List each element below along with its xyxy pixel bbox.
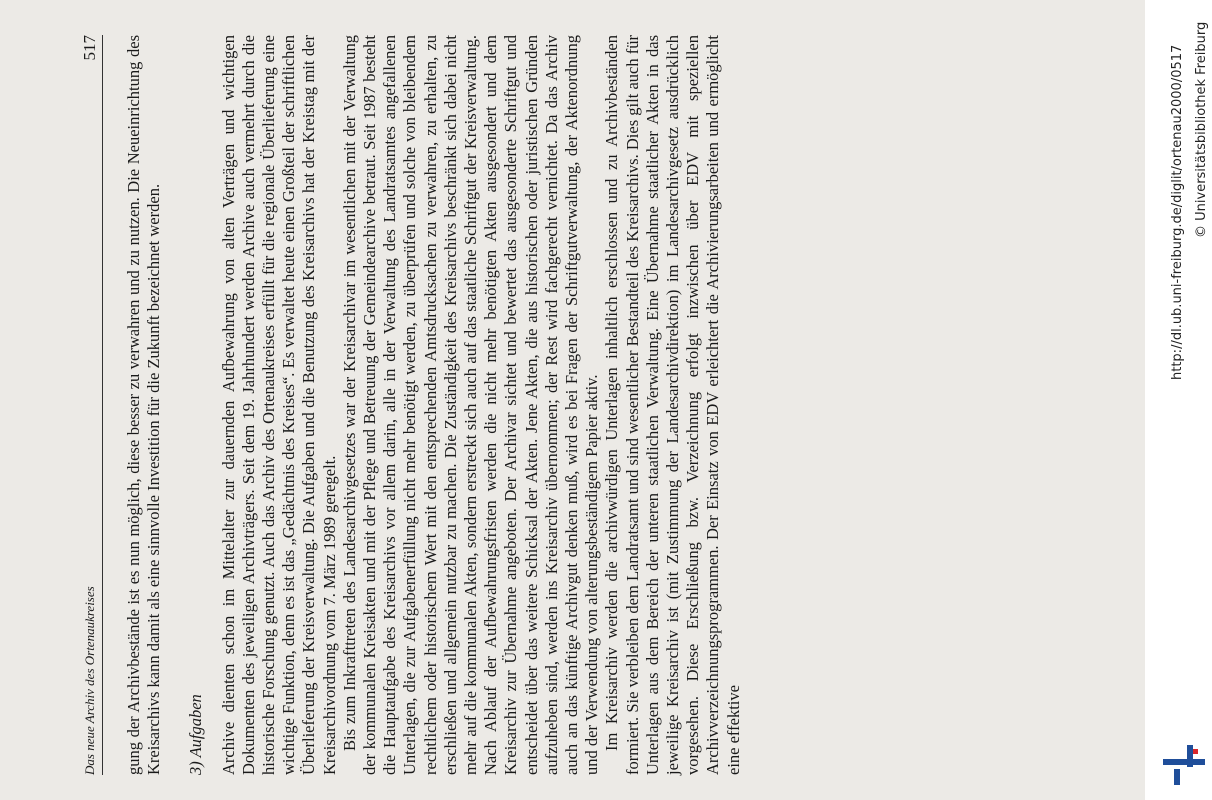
paragraph-continuation: gung der Archivbestände ist es nun möglich, diese besser zu verwahren und zu nutzen. Die Neueinrichtung des Kreisarchivs kann damit als eine sinnvolle Investition für die Zukunft bezeichnet werden.	[124, 35, 164, 775]
source-url[interactable]: http://dl.ub.uni-freiburg.de/diglit/ortenau2000/0517	[1170, 44, 1185, 380]
body-text	[124, 35, 744, 775]
running-head-title: Das neue Archiv des Ortenaukreises	[82, 586, 97, 775]
section-heading: 3) Aufgaben	[186, 694, 206, 775]
page-content	[80, 35, 1080, 775]
library-logo-icon	[1163, 745, 1205, 785]
running-head	[80, 35, 103, 775]
paragraph: Archive dienten schon im Mittelalter zur dauernden Aufbewahrung von alten Verträgen und wichtigen Dokumenten des jeweiligen Archivträgers. Seit dem 19. Jahrhundert werden Archive auch vermehrt durch die historische Forschung genutzt. Auch das Archiv des Ortenaukreises erfüllt für die regionale Überlieferung eine wichtige Funktion, denn es ist das „Gedächtnis des Kreises“. Es verwaltet heute einen Großteil der schriftlichen Überlieferung der Kreisverwaltung. Die Aufgaben und die Benutzung des Kreisarchivs hat der Kreistag mit der Kreisarchivordnung vom 7. März 1989 geregelt.	[218, 35, 339, 775]
paragraph: Im Kreisarchiv werden die archivwürdigen Unterlagen inhaltlich erschlossen und zu Archivbeständen formiert. Sie verbleiben dem Landratsamt und sind wesentlicher Bestandteil des Kreisarchivs. Dies gilt auch für Unterlagen aus dem Bereich der unteren staatlichen Verwaltung. Eine Übernahme staatlicher Akten in das jeweilige Kreisarchiv ist (mit Zustimmung der Landesarchivdirektion) im Landesarchivgesetz ausdrücklich vorgesehen. Diese Erschließung bzw. Verzeichnung erfolgt inzwischen über EDV mit speziellen Archivverzeichnungsprogrammen. Der Einsatz von EDV erleichtert die Archivierungsarbeiten und ermöglicht eine effektive	[602, 35, 743, 775]
page-number: 517	[80, 35, 99, 61]
paragraph: Bis zum Inkrafttreten des Landesarchivgesetzes war der Kreisarchivar im wesentlichen mit der Verwaltung der kommunalen Kreisakten und mit der Pflege und Betreuung der Gemeindearchive betraut. Seit 1987 besteht die Hauptaufgabe des Kreisarchivs vor allem darin, alle in der Verwaltung des Landratsamtes angefallenen Unterlagen, die zur Aufgabenerfüllung nicht mehr benötigt werden, zu überprüfen und solche von bleibendem rechtlichem oder historischem Wert mit den entsprechenden Amtsdrucksachen zu verwahren, zu erhalten, zu erschließen und allgemein nutzbar zu machen. Die Zuständigkeit des Kreisarchivs beschränkt sich dabei nicht mehr auf die kommunalen Akten, sondern erstreckt sich auch auf das staatliche Schriftgut der Kreisverwaltung. Nach Ablauf der Aufbewahrungsfristen werden die nicht mehr benötigten Akten ausgesondert und dem Kreisarchiv zur Übernahme angeboten. Der Archivar sichtet und bewertet das ausgesonderte Schriftgut und entscheidet über das weitere Schicksal der Akten. Jene Akten, die aus historischen oder juristischen Gründen aufzuheben sind, werden ins Kreisarchiv übernommen; der Rest wird fachgerecht vernichtet. Da das Archiv auch an das künftige Archivgut denken muß, wird es bei Fragen der Schriftgutverwaltung, der Aktenordnung und der Verwendung von alterungsbeständigem Papier aktiv.	[339, 35, 602, 775]
copyright-notice: © Universitätsbibliothek Freiburg	[1194, 21, 1209, 238]
